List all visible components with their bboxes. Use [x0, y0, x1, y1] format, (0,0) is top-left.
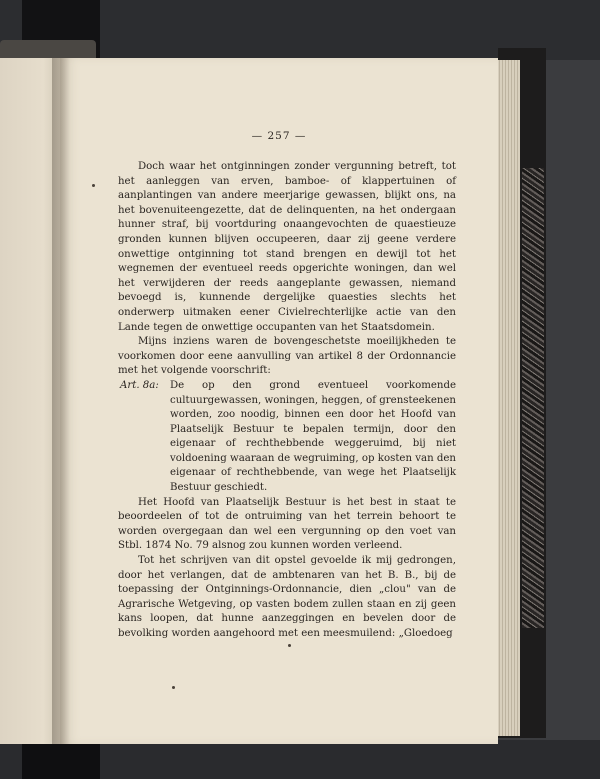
- paragraph: Doch waar het ontginningen zonder vergunning betreft, tot het aanleggen van erven, bamboe- of klappertuinen of aanplantingen van andere meerjarige gewassen, blijkt ons, na het bovenuiteengezette, dat de delinquenten, na het ondergaan hunner straf, bij voortduring onaangevochten de quaestieuze gronden kunnen blijven occupeeren, daar zij geene verdere onwettige ontginning tot stand brengen en dewijl tot het wegnemen der eventueel reeds opgerichte woningen, dan wel het verwijderen der reeds aangeplante gewassen, niemand bevoegd is, kunnende dergelijke quaesties slechts het onderwerp uitmaken eener Civielrechterlijke actie van den Lande tegen de onwettige occupanten van het Staatsdomein.: [118, 161, 456, 333]
- spine-shadow: [52, 58, 70, 744]
- page-body: [118, 160, 456, 642]
- article-block: [118, 379, 456, 496]
- paragraph: Mijns inziens waren de bovengeschetste moeilijkheden te voorkomen door eene aanvulling van artikel 8 der Ordonnancie met het volgende voorschrift:: [118, 336, 456, 377]
- ink-speck: [172, 686, 175, 689]
- article-text: De op den grond eventueel voorkomende cultuurgewassen, woningen, heggen, of grensteekenen worden, zoo noodig, binnen een door het Hoofd van Plaatselijk Bestuur te bepalen termijn, door den eigenaar of rechthebbende weggeruimd, bij niet voldoening waaraan de wegruiming, op kosten van den eigenaar of rechthebbende, van wege het Plaatselijk Bestuur geschiedt.: [170, 379, 456, 494]
- paragraph: Het Hoofd van Plaatselijk Bestuur is het best in staat te beoordeelen of tot de ontruiming van het terrein behoort te worden overgegaan dan wel een vergunning op den voet van Stbl. 1874 No. 79 alsnog zou kunnen worden verleend.: [118, 496, 456, 552]
- article-label: Art. 8a:: [120, 379, 159, 391]
- ink-speck: [288, 644, 291, 647]
- page-number: — 257 —: [251, 130, 307, 142]
- ink-speck: [92, 184, 95, 187]
- background-bottom: [0, 740, 600, 779]
- paragraph: Tot het schrijven van dit opstel gevoelde ik mij gedrongen, door het verlangen, dat de ambtenaren van het B. B., bij de toepassing der Ontginnings-Ordonnancie, dien „clou" van de Agrarische Wetgeving, op vasten bodem zullen staan en zij geen kans loopen, dat hunne aanzeggingen en bevelen door de bevolking worden aangehoord met een meesmuilend: „Gloedoeg: [118, 555, 456, 639]
- book-page: [60, 58, 498, 744]
- marbled-edge: [522, 168, 544, 628]
